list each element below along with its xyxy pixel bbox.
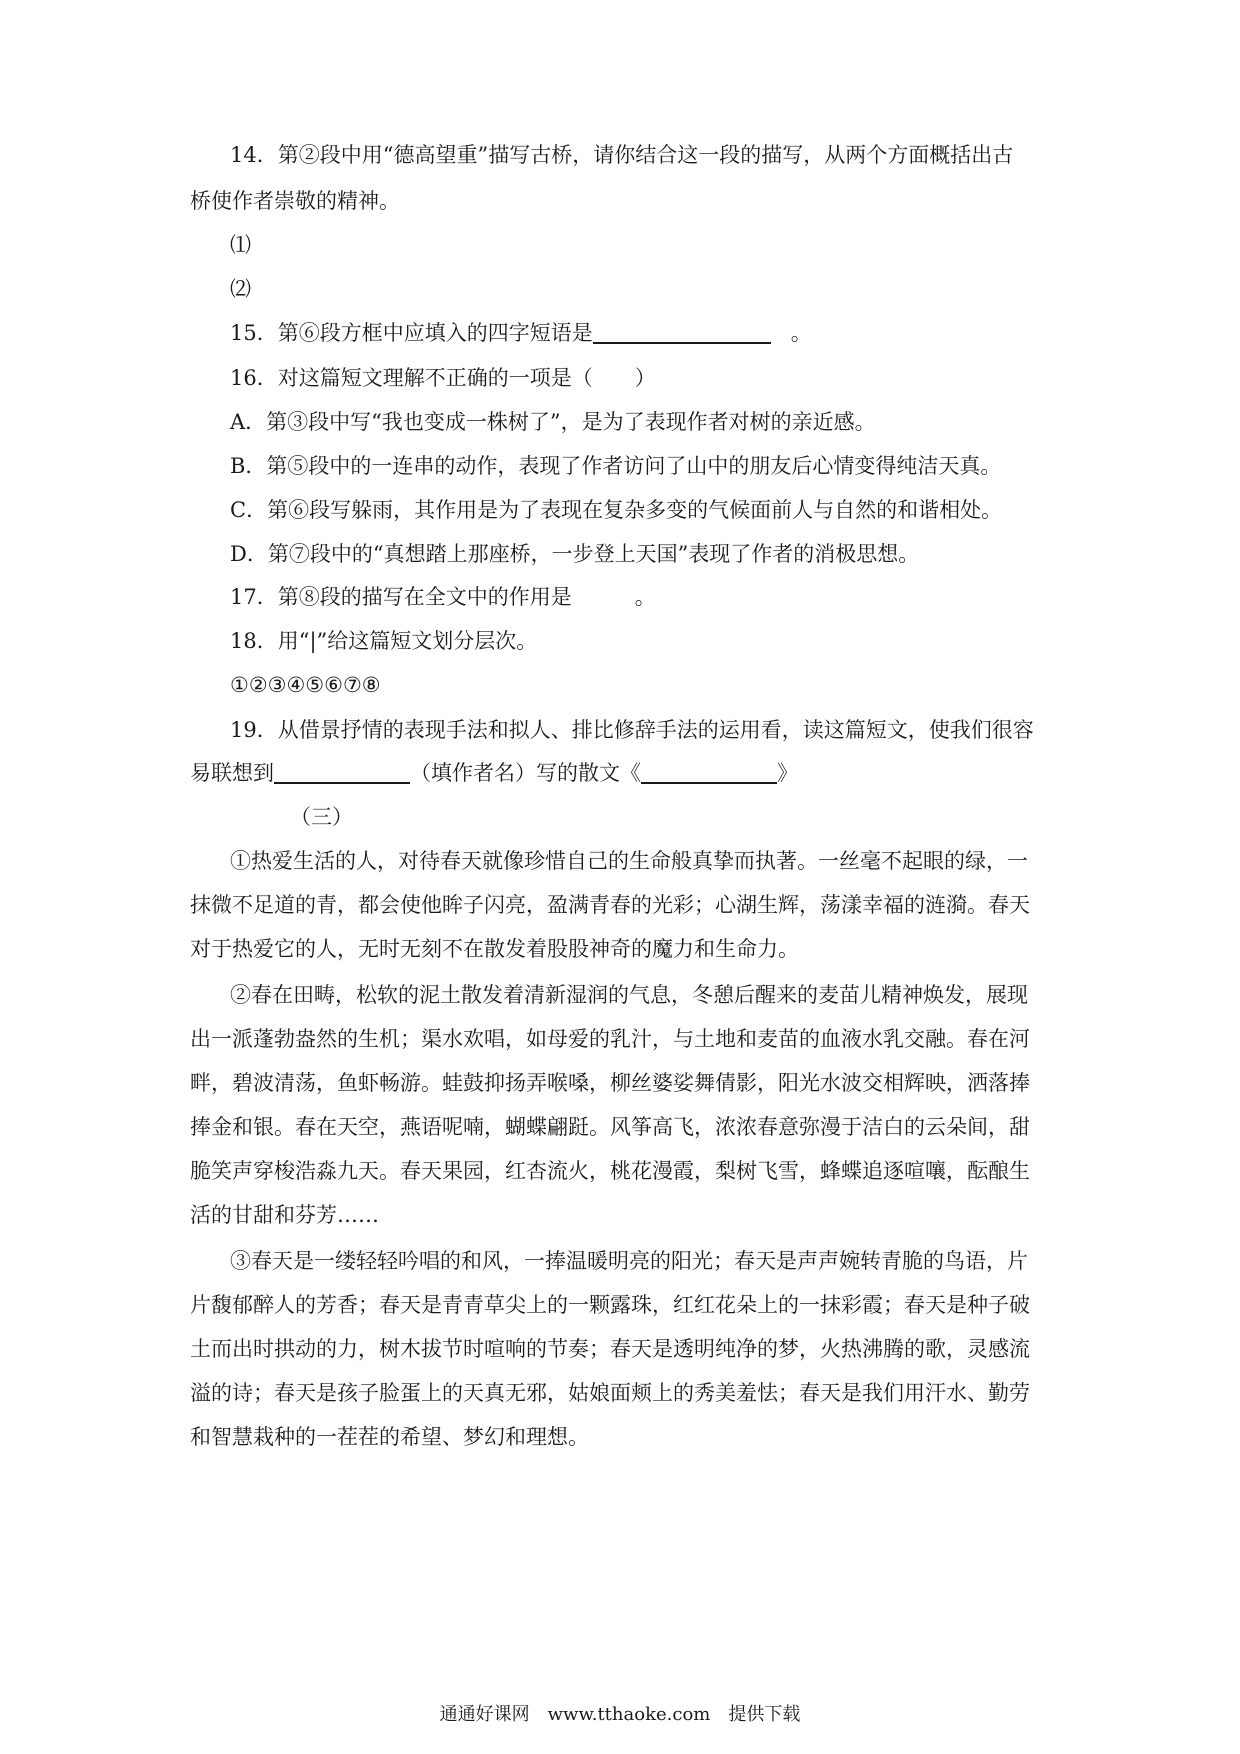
question-14-line-1: 14．第②段中用“德高望重”描写古桥，请你结合这一段的描写，从两个方面概括出古 [230,143,1014,167]
question-19-prefix: 易联想到 [190,761,274,785]
question-14-answer-1: ⑴ [230,233,251,257]
passage-p3-line-5: 和智慧栽种的一茬茬的希望、梦幻和理想。 [190,1425,589,1449]
passage-p1-line-3: 对于热爱它的人，无时无刻不在散发着股股神奇的魔力和生命力。 [190,937,799,961]
question-16-option-c: C．第⑥段写躲雨，其作用是为了表现在复杂多变的气候面前人与自然的和谐相处。 [230,498,1003,522]
question-15 [230,318,1060,348]
question-15-period: 。 [790,321,812,345]
question-16-option-d: D．第⑦段中的“真想踏上那座桥，一步登上天国”表现了作者的消极思想。 [230,542,920,566]
question-16-option-a: A．第③段中写“我也变成一株树了”，是为了表现作者对树的亲近感。 [230,410,876,434]
answer-blank-15[interactable] [593,320,771,344]
passage-p1-line-2: 抹微不足道的青，都会使他眸子闪亮，盈满青春的光彩；心湖生辉，荡漾幸福的涟漪。春天 [190,893,1030,917]
question-19-middle: （填作者名）写的散文《 [410,761,641,785]
question-19-line-1: 19．从借景抒情的表现手法和拟人、排比修辞手法的运用看，读这篇短文，使我们很容 [230,718,1034,742]
essay-title-blank[interactable] [641,760,777,784]
passage-p3-line-4: 溢的诗；春天是孩子脸蛋上的天真无邪，姑娘面颊上的秀美羞怯；春天是我们用汗水、勤劳 [190,1381,1030,1405]
question-17: 17．第⑧段的描写在全文中的作用是 。 [230,585,656,609]
passage-p2-line-1: ②春在田畴，松软的泥土散发着清新湿润的气息，冬憩后醒来的麦苗儿精神焕发，展现 [230,983,1028,1007]
passage-p2-line-3: 畔，碧波清荡，鱼虾畅游。蛙鼓抑扬弄喉嗓，柳丝婆娑舞倩影，阳光水波交相辉映，洒落捧 [190,1071,1030,1095]
passage-p3-line-3: 土而出时拱动的力，树木拔节时喧响的节奏；春天是透明纯净的梦，火热沸腾的歌，灵感流 [190,1337,1030,1361]
question-16-stem: 16．对这篇短文理解不正确的一项是（ ） [230,366,656,390]
passage-p3-line-2: 片馥郁醉人的芳香；春天是青青草尖上的一颗露珠，红红花朵上的一抹彩霞；春天是种子破 [190,1293,1030,1317]
question-14-answer-2: ⑵ [230,277,251,301]
passage-p3-line-1: ③春天是一缕轻轻吟唱的和风，一捧温暖明亮的阳光；春天是声声婉转青脆的鸟语，片 [230,1249,1028,1273]
section-heading: （三） [290,805,353,829]
author-blank[interactable] [274,760,410,784]
question-19-suffix: 》 [777,761,798,785]
question-18: 18．用“|”给这篇短文划分层次。 [230,629,538,653]
passage-p1-line-1: ①热爱生活的人，对待春天就像珍惜自己的生命般真挚而执著。一丝毫不起眼的绿，一 [230,849,1028,873]
question-14-line-2: 桥使作者崇敬的精神。 [190,189,400,213]
question-19-line-2 [190,758,1060,788]
passage-p2-line-5: 脆笑声穿梭浩淼九天。春天果园，红杏流火，桃花漫霞，梨树飞雪，蜂蝶追逐喧嚷，酝酿生 [190,1159,1030,1183]
question-15-text: 15．第⑥段方框中应填入的四字短语是 [230,321,593,345]
passage-p2-line-2: 出一派蓬勃盎然的生机；渠水欢唱，如母爱的乳汁，与土地和麦苗的血液水乳交融。春在河 [190,1027,1030,1051]
question-16-option-b: B．第⑤段中的一连串的动作，表现了作者访问了山中的朋友后心情变得纯洁天真。 [230,454,1002,478]
paragraph-markers: ①②③④⑤⑥⑦⑧ [230,673,381,697]
page-footer: 通通好课网 www.tthaoke.com 提供下载 [439,1704,801,1725]
passage-p2-line-6: 活的甘甜和芬芳…… [190,1203,379,1227]
passage-p2-line-4: 捧金和银。春在天空，燕语呢喃，蝴蝶翩跹。风筝高飞，浓浓春意弥漫于洁白的云朵间，甜 [190,1115,1030,1139]
